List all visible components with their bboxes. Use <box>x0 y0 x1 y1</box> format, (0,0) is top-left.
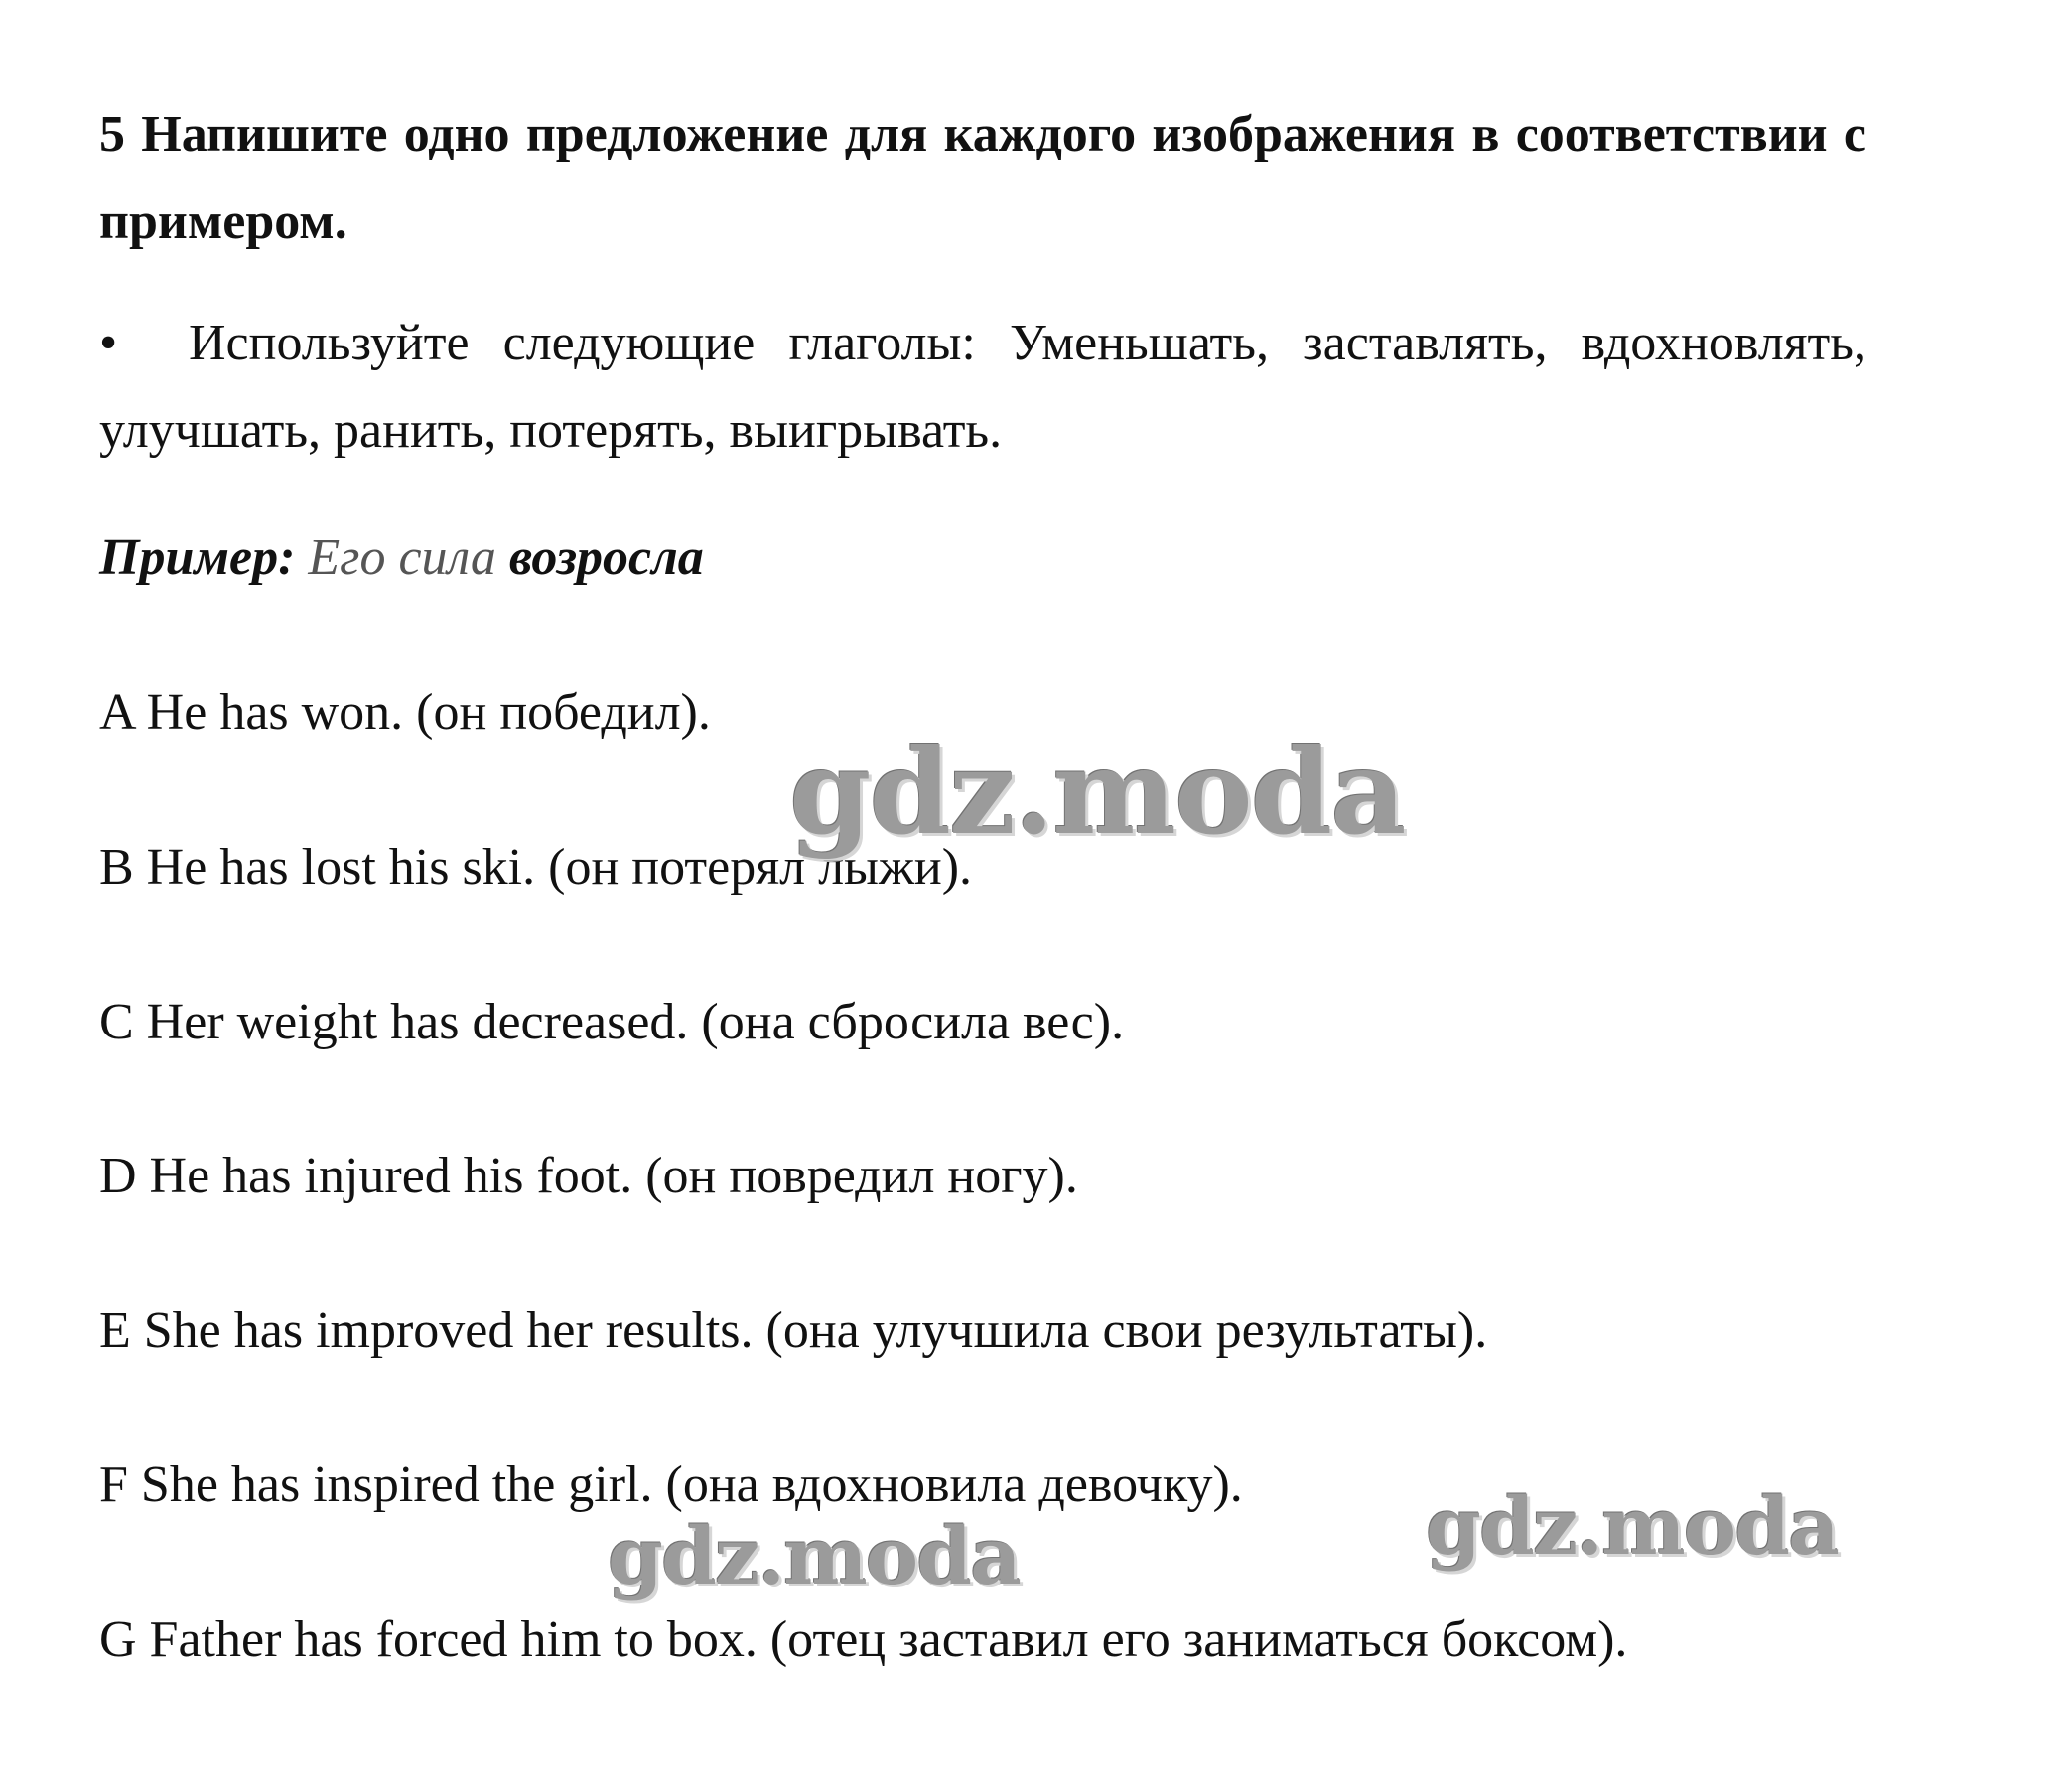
example-label: Пример: <box>99 529 296 586</box>
answer-d: D He has injured his foot. (он повредил ногу). <box>99 1148 1078 1204</box>
answer-a: A He has won. (он победил). <box>99 684 711 741</box>
instruction-paragraph <box>99 300 1866 475</box>
example-verb: возросла <box>508 529 704 586</box>
watermark-logo: gdz.moda <box>789 723 1405 861</box>
task-heading: 5 Напишите одно предложение для каждого изображения в соответствии с примером. <box>99 106 1866 250</box>
example-text: Его сила <box>308 529 496 586</box>
answer-e: E She has improved her results. (она улучшила свои результаты). <box>99 1303 1488 1359</box>
answer-f: F She has inspired the girl. (она вдохновила девочку). <box>99 1456 1243 1513</box>
example-line <box>99 518 704 598</box>
answer-b: B He has lost his ski. (он потерял лыжи). <box>99 839 973 896</box>
answer-c: C Her weight has decreased. (она сбросила вес). <box>99 994 1125 1050</box>
instruction-text: Используйте следующие глаголы: Уменьшать, заставлять, вдохновлять, улучшать, ранить, потерять, выигрывать. <box>99 315 1866 459</box>
watermark-logo: gdz.moda <box>608 1509 1020 1602</box>
bullet: • <box>99 315 118 371</box>
watermark-logo: gdz.moda <box>1426 1479 1838 1573</box>
answer-g: G Father has forced him to box. (отец заставил его заниматься боксом). <box>99 1611 1628 1668</box>
